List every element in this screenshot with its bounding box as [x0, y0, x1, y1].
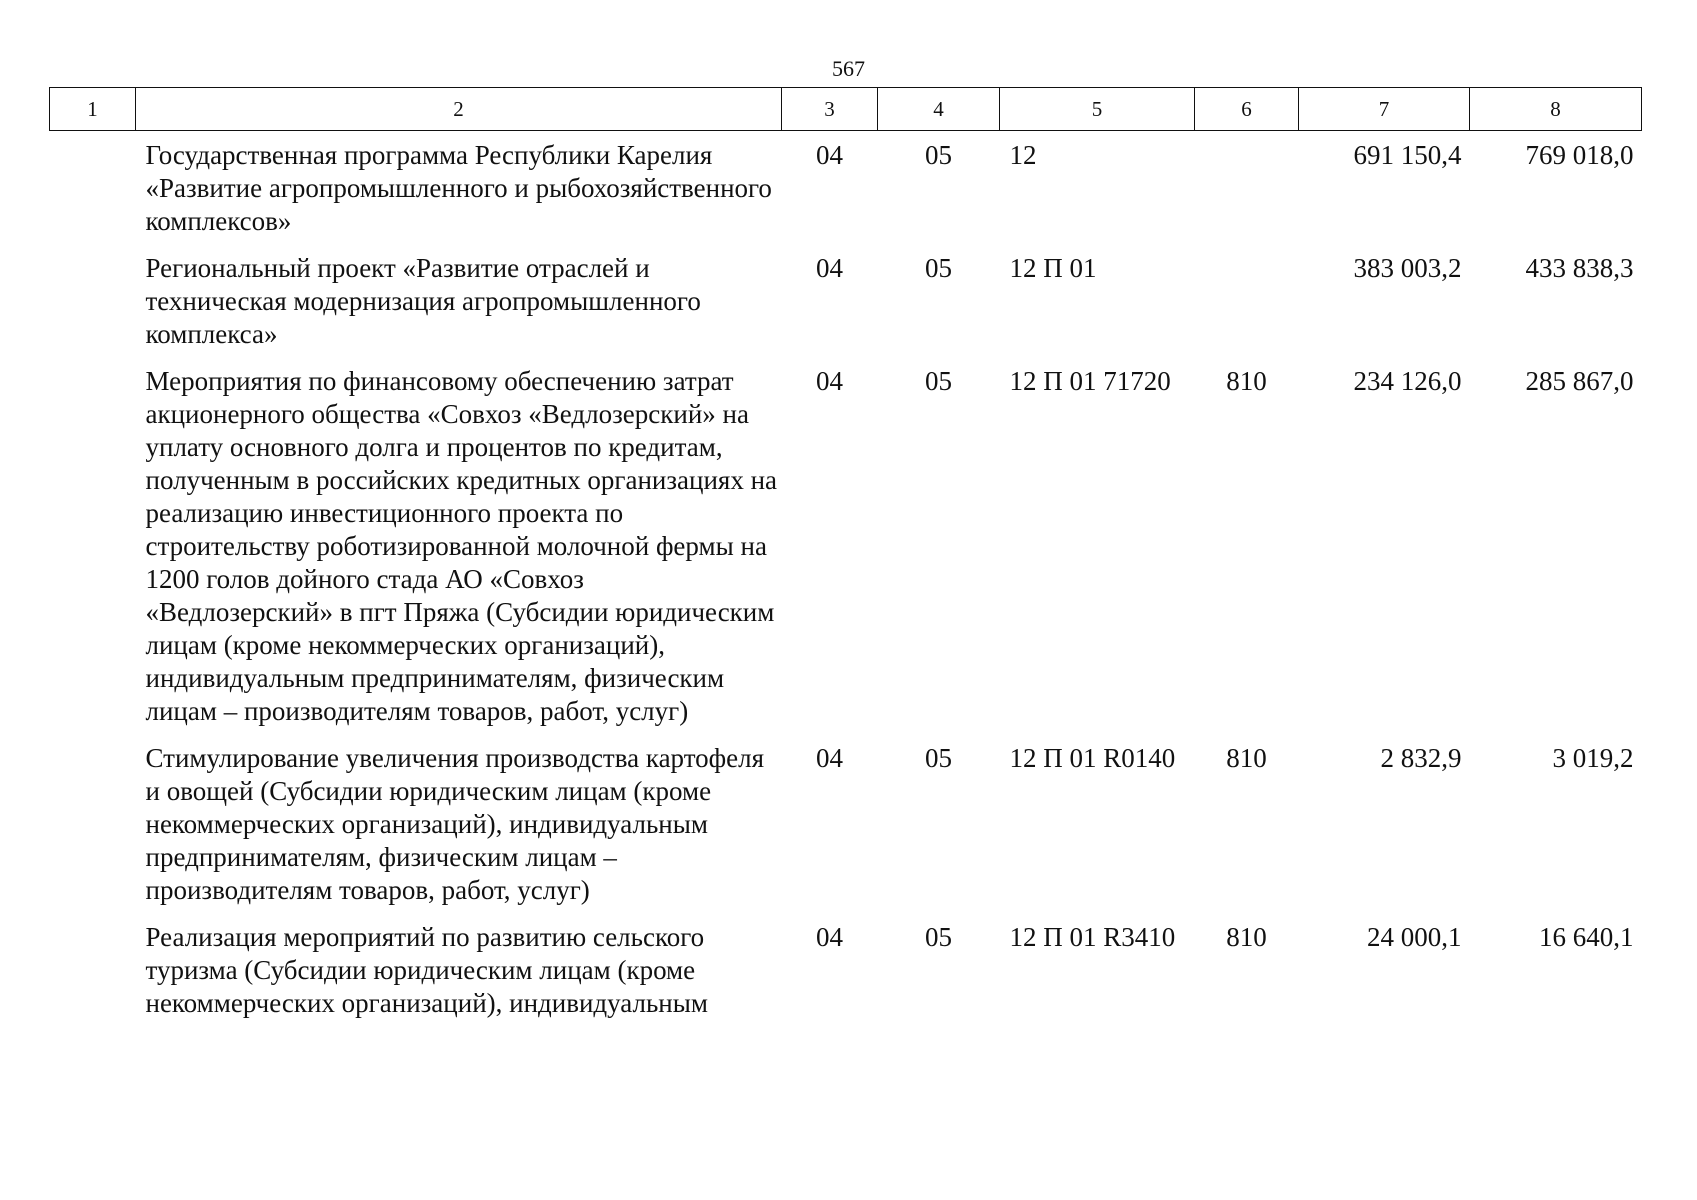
- column-number-6: 6: [1195, 88, 1299, 131]
- amount-year-2: 3 019,2: [1552, 743, 1634, 773]
- row-name: Региональный проект «Развитие отраслей и техническая модернизация агропромышленного комплекса»: [145, 253, 701, 349]
- expense-type-code: [1195, 131, 1299, 245]
- column-number-header-row: [50, 88, 1642, 131]
- column-number-7: 7: [1299, 88, 1470, 131]
- amount-year-1: 383 003,2: [1353, 253, 1462, 283]
- amount-year-1: 234 126,0: [1353, 366, 1462, 396]
- expense-type-code: 810: [1226, 743, 1267, 773]
- target-article-code: 12: [1009, 140, 1037, 170]
- subsection-code: 05: [925, 922, 952, 952]
- column-number-8: 8: [1470, 88, 1642, 131]
- column-number-3: 3: [782, 88, 878, 131]
- amount-year-1: 2 832,9: [1380, 743, 1462, 773]
- column-number-1: 1: [50, 88, 136, 131]
- subsection-code: 05: [925, 140, 952, 170]
- row-index-cell: [50, 357, 136, 734]
- budget-table: [49, 87, 1642, 1026]
- section-code: 04: [816, 253, 843, 283]
- column-number-2: 2: [136, 88, 782, 131]
- amount-year-2: 16 640,1: [1539, 922, 1634, 952]
- section-code: 04: [816, 922, 843, 952]
- page-number: 567: [832, 56, 865, 81]
- target-article-code: 12 П 01 R0140: [1009, 743, 1176, 773]
- subsection-code: 05: [925, 366, 952, 396]
- column-number-5: 5: [1000, 88, 1195, 131]
- amount-year-1: 24 000,1: [1367, 922, 1462, 952]
- expense-type-code: [1195, 244, 1299, 357]
- row-name: Государственная программа Республики Карелия «Развитие агропромышленного и рыбохозяйственного комплексов»: [145, 140, 772, 236]
- row-index-cell: [50, 131, 136, 245]
- subsection-code: 05: [925, 743, 952, 773]
- table-row: [50, 131, 1642, 245]
- table-row: [50, 913, 1642, 1026]
- target-article-code: 12 П 01 71720: [1009, 366, 1171, 396]
- section-code: 04: [816, 366, 843, 396]
- row-index-cell: [50, 244, 136, 357]
- row-name: Стимулирование увеличения производства картофеля и овощей (Субсидии юридическим лицам (кроме некоммерческих организаций), индивидуальным предпринимателям, физическим лицам – производителям товаров, работ, услуг): [145, 743, 765, 905]
- section-code: 04: [816, 140, 843, 170]
- table-row: [50, 734, 1642, 913]
- expense-type-code: 810: [1226, 922, 1267, 952]
- row-name: Реализация мероприятий по развитию сельского туризма (Субсидии юридическим лицам (кроме некоммерческих организаций), индивидуальным: [145, 922, 708, 1018]
- row-index-cell: [50, 734, 136, 913]
- amount-year-2: 433 838,3: [1525, 253, 1634, 283]
- subsection-code: 05: [925, 253, 952, 283]
- amount-year-2: 285 867,0: [1525, 366, 1634, 396]
- amount-year-1: 691 150,4: [1353, 140, 1462, 170]
- row-name: Мероприятия по финансовому обеспечению затрат акционерного общества «Совхоз «Ведлозерский» на уплату основного долга и процентов по кредитам, полученным в российских кредитных организациях на реализацию инвестиционного проекта по строительству роботизированной молочной фермы на 1200 голов дойного стада АО «Совхоз «Ведлозерский» в пгт Пряжа (Субсидии юридическим лицам (кроме некоммерческих организаций), индивидуальным предпринимателям, физическим лицам – производителям товаров, работ, услуг): [145, 366, 778, 726]
- target-article-code: 12 П 01 R3410: [1009, 922, 1176, 952]
- amount-year-2: 769 018,0: [1525, 140, 1634, 170]
- section-code: 04: [816, 743, 843, 773]
- expense-type-code: 810: [1226, 366, 1267, 396]
- table-row: [50, 357, 1642, 734]
- target-article-code: 12 П 01: [1009, 253, 1097, 283]
- table-row: [50, 244, 1642, 357]
- column-number-4: 4: [878, 88, 1000, 131]
- row-index-cell: [50, 913, 136, 1026]
